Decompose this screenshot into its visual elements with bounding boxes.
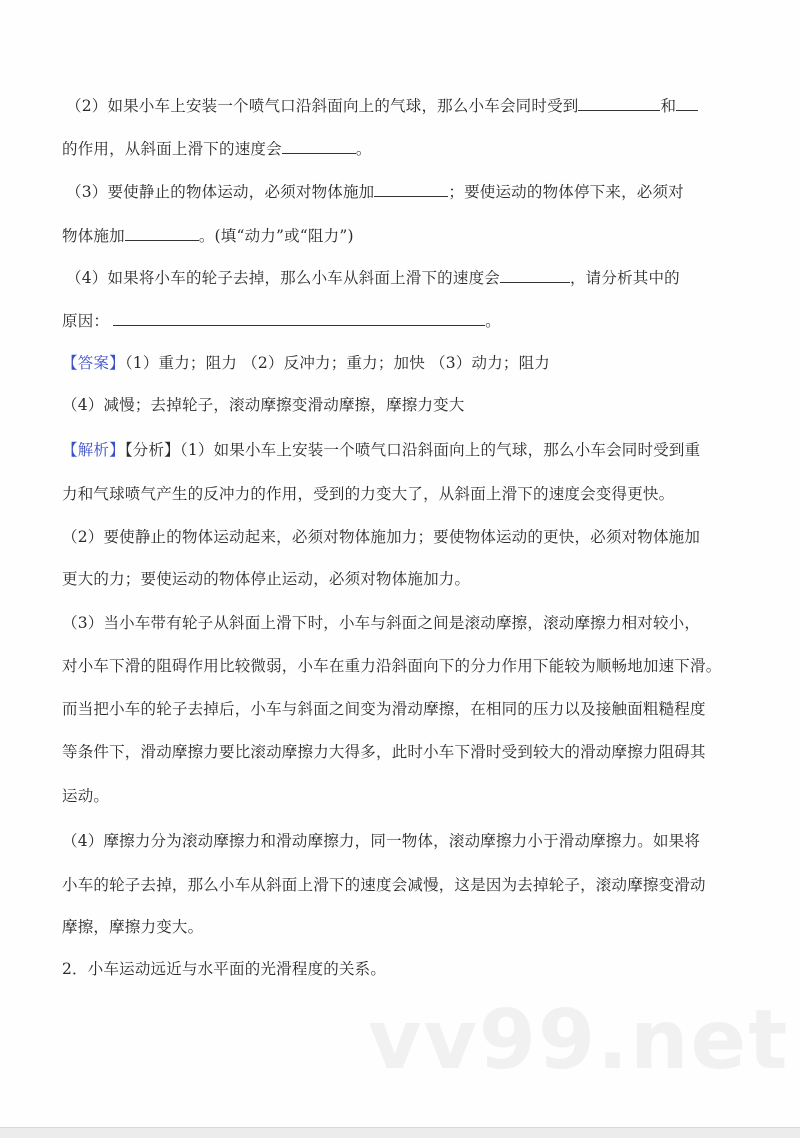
analysis-label: 【解析】: [62, 441, 125, 459]
question-text: 2．小车运动远近与水平面的光滑程度的关系。: [62, 960, 387, 978]
answer-text: （1）重力；阻力 （2）反冲力；重力；加快 （3）动力；阻力: [124, 354, 551, 372]
answer-line-2: [62, 395, 465, 415]
analysis-line-1: [62, 440, 700, 460]
question-text: （4）如果将小车的轮子去掉，那么小车从斜面上滑下的速度会: [66, 269, 500, 287]
watermark: vv99.net: [368, 993, 790, 1088]
analysis-line-3: [62, 527, 700, 547]
answer-line-1: [62, 353, 550, 373]
question-text: ，请分析其中的: [569, 269, 680, 287]
next-question-heading: [62, 959, 386, 979]
answer-blank: [374, 182, 448, 197]
answer-blank: [125, 226, 199, 241]
analysis-line-7: [62, 699, 706, 719]
analysis-line-6: [62, 656, 721, 676]
analysis-line-11: [62, 875, 706, 895]
answer-blank: [578, 96, 660, 111]
question-3-line-2: [62, 226, 354, 246]
analysis-text: 而当把小车的轮子去掉后，小车与斜面之间变为滑动摩擦，在相同的压力以及接触面粗糙程度: [62, 700, 706, 718]
analysis-sub-label: 【分析】: [124, 441, 180, 459]
analysis-line-12: [62, 917, 203, 937]
answer-text: （4）减慢；去掉轮子，滚动摩擦变滑动摩擦，摩擦力变大: [62, 396, 465, 414]
analysis-line-4: [62, 569, 470, 589]
question-text: （2）如果小车上安装一个喷气口沿斜面向上的气球，那么小车会同时受到: [66, 97, 579, 115]
question-text: ；要使运动的物体停下来，必须对: [448, 183, 684, 201]
answer-blank: [282, 139, 356, 154]
analysis-line-2: [62, 484, 674, 504]
question-text: 和: [660, 97, 677, 115]
question-2-line-1: [66, 96, 698, 116]
analysis-text: （4）摩擦力分为滚动摩擦力和滑动摩擦力，同一物体，滚动摩擦力小于滑动摩擦力。如果将: [62, 832, 701, 850]
question-text: （3）要使静止的物体运动，必须对物体施加: [66, 183, 375, 201]
analysis-line-10: [62, 831, 700, 851]
question-4-line-1: [66, 268, 680, 288]
question-text: 。: [485, 312, 501, 330]
question-2-line-2: [62, 139, 372, 159]
question-3-line-1: [66, 182, 684, 202]
page-bottom-edge: [0, 1127, 800, 1138]
question-text: 的作用，从斜面上滑下的速度会: [62, 140, 282, 158]
question-text: 物体施加: [62, 227, 125, 245]
analysis-line-9: [62, 786, 109, 806]
analysis-text: 更大的力；要使运动的物体停止运动，必须对物体施加力。: [62, 570, 471, 588]
analysis-text: 小车的轮子去掉，那么小车从斜面上滑下的速度会减慢，这是因为去掉轮子，滚动摩擦变滑动: [62, 876, 706, 894]
question-text: 原因：: [62, 312, 110, 330]
analysis-text: （3）当小车带有轮子从斜面上滑下时，小车与斜面之间是滚动摩擦，滚动摩擦力相对较小，: [62, 614, 701, 632]
analysis-text: 运动。: [62, 787, 110, 805]
question-4-line-2: [62, 311, 501, 331]
analysis-text: 对小车下滑的阻碍作用比较微弱，小车在重力沿斜面向下的分力作用下能较为顺畅地加速下滑。: [62, 657, 722, 675]
analysis-text: （1）如果小车上安装一个喷气口沿斜面向上的气球，那么小车会同时受到重: [179, 441, 701, 459]
analysis-text: 摩擦，摩擦力变大。: [62, 918, 204, 936]
analysis-text: 力和气球喷气产生的反冲力的作用，受到的力变大了，从斜面上滑下的速度会变得更快。: [62, 485, 675, 503]
analysis-text: （2）要使静止的物体运动起来，必须对物体施加力；要使物体运动的更快，必须对物体施加: [62, 528, 701, 546]
answer-blank: [500, 268, 570, 283]
question-text: 。: [355, 140, 372, 158]
answer-blank: [113, 311, 485, 326]
analysis-line-5: [62, 613, 700, 633]
question-text: 。(填“动力”或“阻力”): [198, 227, 354, 245]
analysis-line-8: [62, 742, 706, 762]
answer-blank: [676, 96, 698, 111]
analysis-text: 等条件下，滑动摩擦力要比滚动摩擦力大得多，此时小车下滑时受到较大的滑动摩擦力阻碍其: [62, 743, 706, 761]
answer-label: 【答案】: [62, 354, 125, 372]
